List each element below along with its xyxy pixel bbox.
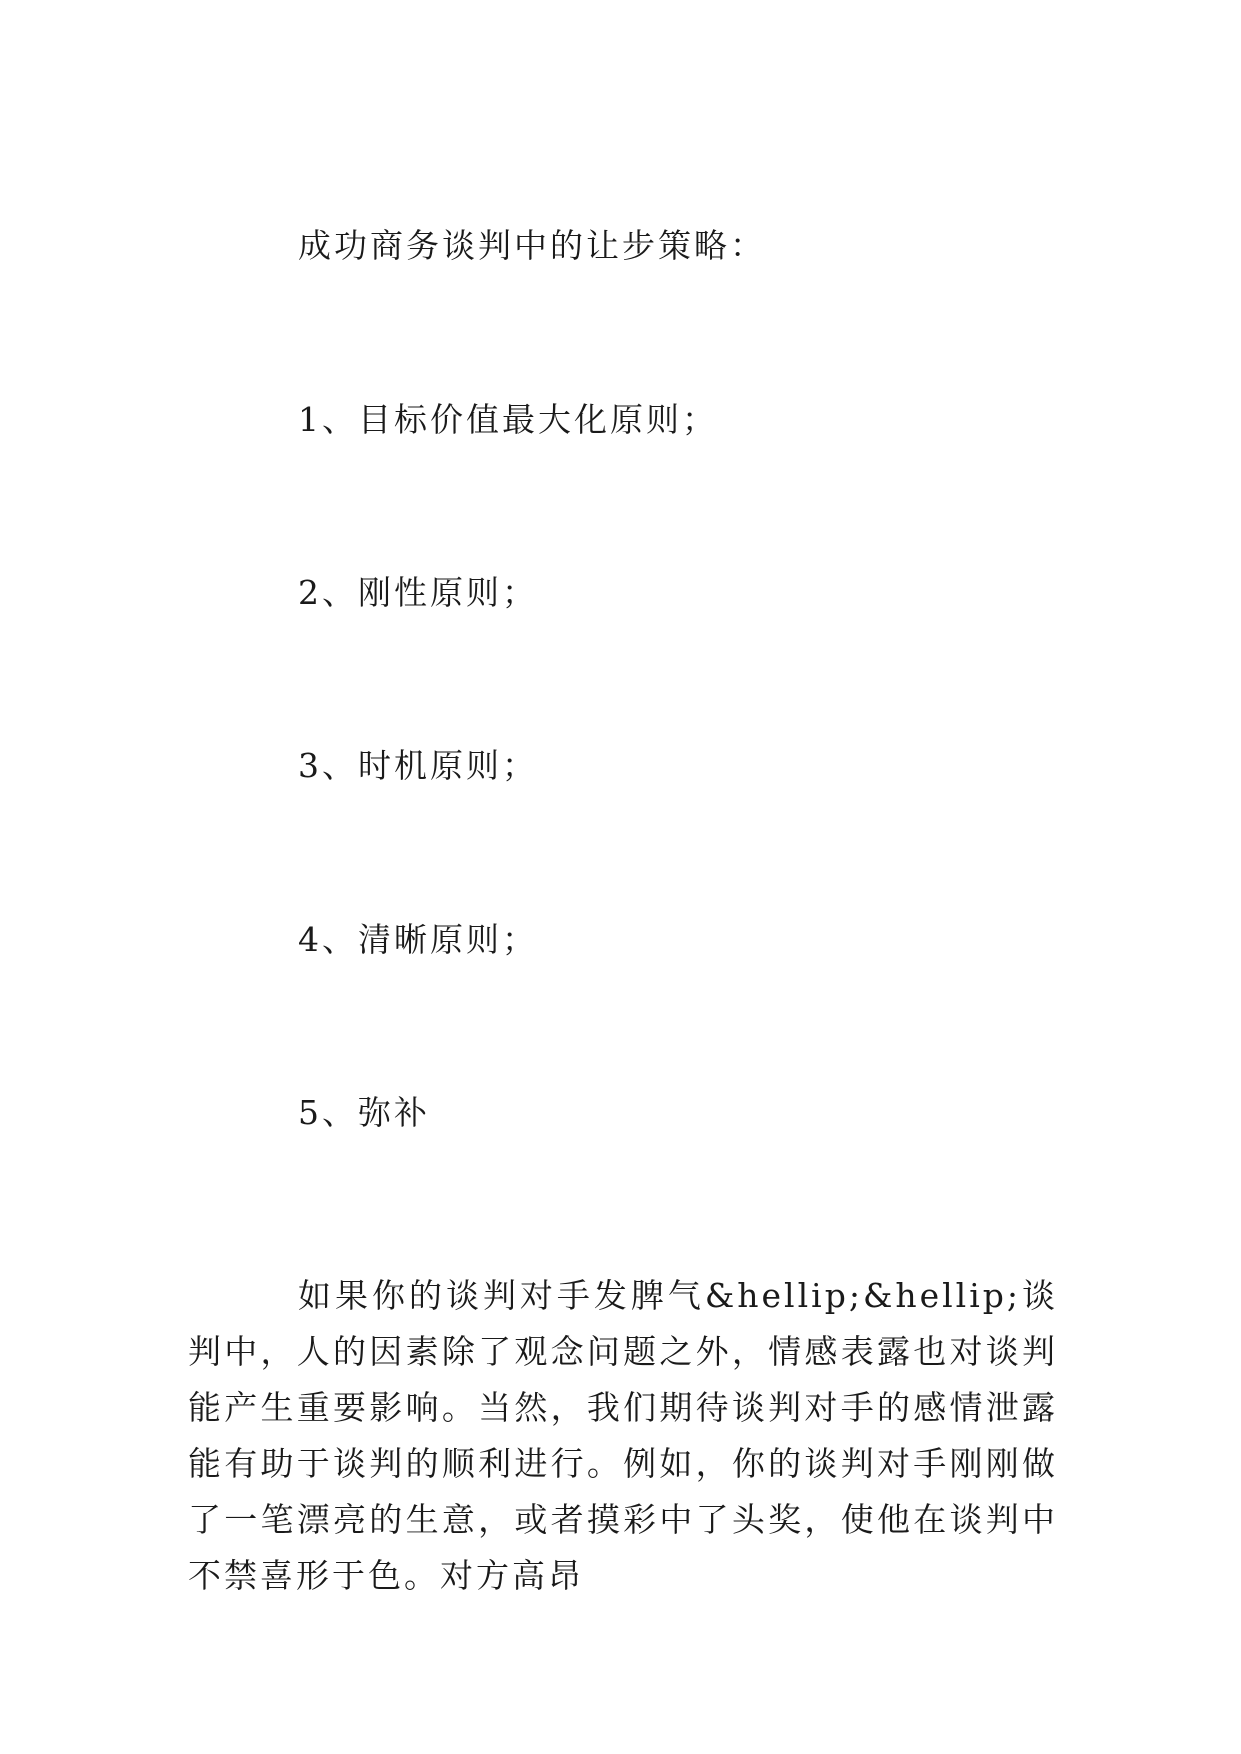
- principle-item-1: 1、目标价值最大化原则；: [298, 400, 718, 439]
- principle-item-5: 5、弥补: [298, 1093, 430, 1132]
- principle-item-2: 2、刚性原则；: [298, 573, 538, 612]
- principle-item-4: 4、清晰原则；: [298, 920, 538, 959]
- principle-item-3: 3、时机原则；: [298, 746, 538, 785]
- body-paragraph: 如果你的谈判对手发脾气&hellip;&hellip;谈判中，人的因素除了观念问题之外，情感表露也对谈判能产生重要影响。当然，我们期待谈判对手的感情泄露能有助于谈判的顺利进行。例如，你的谈判对手刚刚做了一笔漂亮的生意，或者摸彩中了头奖，使他在谈判中不禁喜形于色。对方高昂: [188, 1276, 1058, 1595]
- document-heading: 成功商务谈判中的让步策略：: [298, 226, 766, 265]
